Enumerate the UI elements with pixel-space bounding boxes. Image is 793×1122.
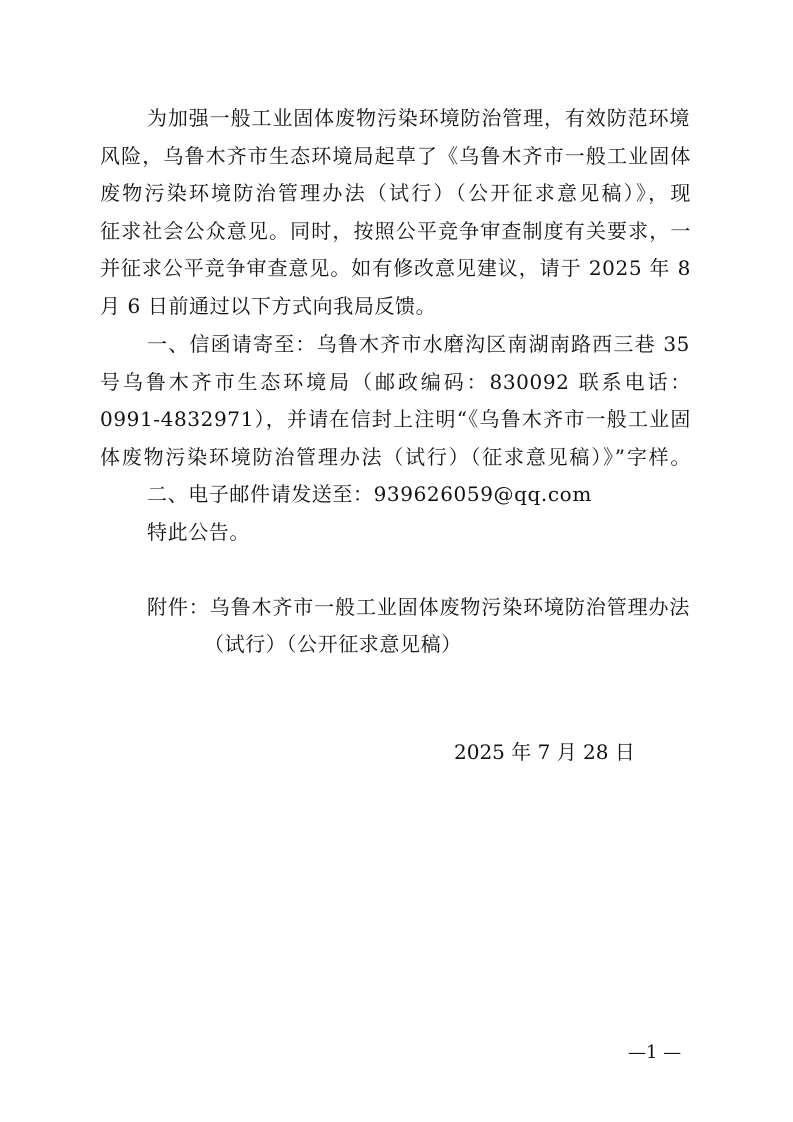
closing-line: 特此公告。: [147, 520, 250, 544]
email-line: 二、电子邮件请发送至：939626059@qq.com: [147, 482, 592, 506]
paragraph-1-line-5: 并征求公平竞争审查意见。如有修改意见建议，请于 2025 年 8: [100, 256, 691, 280]
paragraph-1-line-1: 为加强一般工业固体废物污染环境防治管理，有效防范环境: [147, 106, 690, 130]
document-date: 2025 年 7 月 28 日: [454, 740, 635, 764]
paragraph-1-line-4: 征求社会公众意见。同时，按照公平竞争审查制度有关要求，一: [100, 219, 691, 243]
paragraph-2-line-4: 体废物污染环境防治管理办法（试行）（征求意见稿）》”字样。: [100, 445, 691, 469]
paragraph-2-line-3: 0991-4832971），并请在信封上注明“《乌鲁木齐市一般工业固: [100, 407, 691, 431]
paragraph-1-line-6: 月 6 日前通过以下方式向我局反馈。: [100, 294, 437, 318]
paragraph-1-line-3: 废物污染环境防治管理办法（试行）（公开征求意见稿）》，现: [100, 181, 691, 205]
paragraph-2-line-1: 一、信函请寄至：乌鲁木齐市水磨沟区南湖南路西三巷 35: [147, 332, 690, 356]
attachment-line-2: （试行）（公开征求意见稿）: [204, 632, 462, 656]
attachment-line-1: 附件：乌鲁木齐市一般工业固体废物污染环境防治管理办法: [147, 595, 690, 619]
paragraph-1-line-2: 风险，乌鲁木齐市生态环境局起草了《乌鲁木齐市一般工业固体: [100, 144, 691, 168]
paragraph-2-line-2: 号乌鲁木齐市生态环境局（邮政编码：830092 联系电话：: [100, 370, 691, 394]
page-number: —1 —: [628, 1042, 682, 1063]
